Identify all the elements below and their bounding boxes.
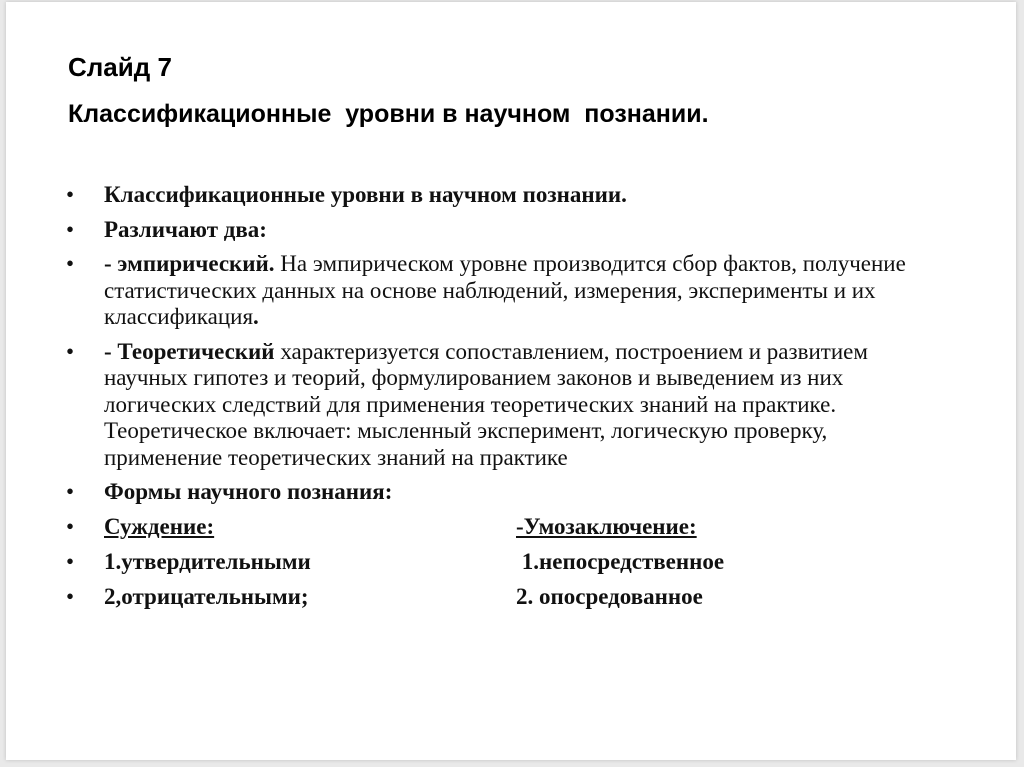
bullet-icon: •: [66, 182, 75, 207]
inference-type-2: 2. опосредованное: [516, 583, 703, 609]
item-bold-term: - эмпирический.: [104, 251, 275, 276]
bullet-icon: •: [66, 583, 75, 609]
judgement-type-1: 1.утвердительными: [104, 548, 311, 574]
bullet-icon: •: [66, 548, 75, 574]
item-bold-term: - Теоретический: [104, 338, 275, 364]
list-item: [66, 479, 946, 506]
inference-type-1: 1.непосредственное: [516, 548, 725, 574]
list-item: [66, 514, 946, 541]
slide: [6, 2, 1016, 760]
bullet-icon: •: [66, 216, 75, 242]
bullet-icon: •: [66, 513, 75, 539]
item-text: характеризуется сопоставлением, построением и развитием научных гипотез и теорий, формулированием законов и выведением из них логических следствий для применения теоретических знаний на практике. Теоретическое включает: мысленный эксперимент, логическую проверку, применение теоретических знаний на практике: [104, 338, 868, 470]
bullet-icon: •: [66, 479, 75, 504]
list-item: [66, 339, 946, 472]
item-text: На эмпирическом уровне производится сбор фактов, получение статистических данных на основе наблюдений, измерения, эксперименты и их классификация: [104, 251, 906, 329]
list-item: [66, 182, 946, 209]
list-item: [66, 549, 946, 576]
judgement-type-2: 2,отрицательными;: [104, 583, 309, 609]
judgement-header: Суждение:: [104, 513, 215, 539]
slide-number-title: Слайд 7: [68, 52, 172, 82]
slide-title: Классификационные уровни в научном познании.: [68, 100, 709, 128]
bullet-icon: •: [66, 251, 75, 276]
bullet-list: [66, 182, 946, 619]
item-text: Формы научного познания:: [104, 479, 393, 504]
list-item: [66, 584, 946, 611]
item-text: Классификационные уровни в научном познании.: [104, 182, 627, 207]
list-item: [66, 217, 946, 244]
bullet-icon: •: [66, 338, 75, 364]
item-text: Различают два:: [104, 216, 267, 242]
inference-header: -Умозаключение:: [516, 513, 697, 539]
item-text-end: .: [253, 304, 259, 329]
list-item: [66, 251, 946, 331]
